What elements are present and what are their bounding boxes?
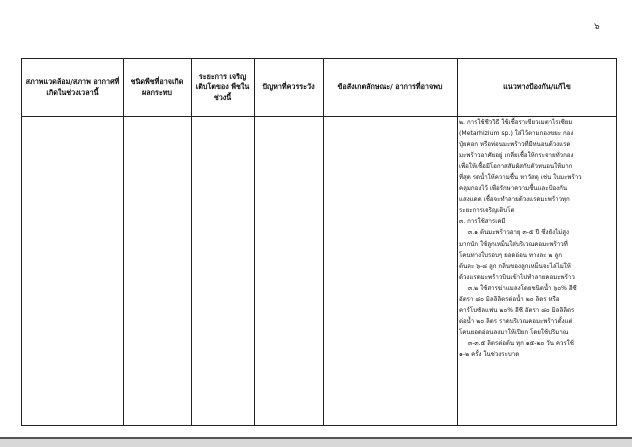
pest-guidance-table (21, 58, 617, 426)
guidance-line: ต่อน้ำ ๒๐ ลิตร ราดบริเวณคอมะพร้าวตั้งแต่ (459, 317, 573, 325)
guidance-line: เพื่อให้เชื้อมีโอกาสสัมผัสกับตัวหนอนให้มาก (459, 163, 573, 171)
guidance-line: แสงแดด เชื้อจะทำลายด้วงแรดมะพร้าวทุก (459, 196, 570, 204)
header-plant-type (123, 59, 191, 116)
guidance-line: ๑-๒ ครั้ง ในช่วงระบาด (459, 350, 520, 358)
guidance-line: ระยะการเจริญเติบโต (459, 207, 515, 215)
guidance-line: ต้นละ ๖-๘ ลูก กลิ่นของลูกเหม็นจะไล่ไม่ให้ (459, 262, 571, 270)
header-growth-stage (191, 59, 254, 116)
guidance-line: คลุมกองไว้ เพื่อรักษาความชื้นและป้องกัน (459, 185, 568, 193)
guidance-line: ๓.๑ ต้นมะพร้าวอายุ ๓-๕ ปี ซึ่งยังไม่สูง (468, 229, 569, 237)
header-environment (22, 59, 123, 116)
scan-bottom-shadow (0, 439, 632, 447)
guidance-line: มะพร้าวอาศัยอยู่ เกลี่ยเชื้อให้กระจายทั่วกอง (459, 152, 574, 160)
guidance-line: โคนทางใบรอบๆ ยอดอ่อน ทางละ ๒ ลูก (459, 251, 562, 259)
guidance-line: โคนยอดอ่อนลงมาให้เปียก โดยใช้ปริมาณ (459, 328, 569, 336)
header-growth-stage-label: ระยะการ เจริญเติบโตของ พืชในช่วงนี้ (195, 71, 250, 102)
guidance-line: ๓.๒ ใช้สารฆ่าแมลงโดยชนิดน้ำ ๖๐% อีซี (468, 284, 577, 292)
guidance-line: ๒. การใช้ชีววิธี ใช้เชื้อราเขียวเมตาไรเซียม (459, 119, 573, 126)
header-environment-label: สภาพแวดล้อม/สภาพ อากาศที่เกิดในช่วงเวลานี้ (25, 77, 120, 97)
guidance-line: ด้วงแรดมะพร้าวบินเข้าไปทำลายคอมะพร้าว (459, 273, 575, 281)
header-symptoms-label: ข้อสังเกตลักษณะ/ อาการที่อาจพบ (337, 82, 443, 92)
header-plant-type-label: ชนิดพืชที่อาจเกิด ผลกระทบ (130, 77, 184, 97)
header-symptoms (323, 59, 457, 116)
guidance-line: (Metarhizium sp.) ใส่ไว้ตามกองขยะ กอง (459, 130, 574, 138)
guidance-line: อัตรา ๘๐ มิลลิลิตรต่อน้ำ ๒๐ ลิตร หรือ (459, 295, 560, 303)
page-number: ๖ (594, 22, 600, 32)
guidance-line: ปุ๋ยคอก หรือท่อนมะพร้าวที่มีหนอนด้วงแรด (459, 141, 571, 149)
header-guidance (457, 59, 617, 116)
guidance-line: คาร์โบซัลแฟน ๒๐% อีซี อัตรา ๘๐ มิลลิลิตร (459, 306, 575, 314)
header-problem (254, 59, 323, 116)
header-guidance-label: แนวทางป้องกัน/แก้ไข (503, 82, 571, 92)
guidance-line: ๓-๓.๕ ลิตรต่อต้น ทุก ๑๕-๒๐ วัน ควรใช้ (468, 339, 574, 347)
guidance-line: ๓. การใช้สารเคมี (459, 218, 506, 226)
guidance-line: มากนัก ใช้ลูกเหม็นใส่บริเวณคอมะพร้าวที่ (459, 240, 568, 248)
guidance-cell (457, 117, 617, 360)
header-problem-label: ปัญหาที่ควรระวัง (262, 82, 315, 92)
guidance-line: ที่สุด รดน้ำให้ความชื้น หาวัสดุ เช่น ใบมะพร้าว (459, 174, 582, 182)
